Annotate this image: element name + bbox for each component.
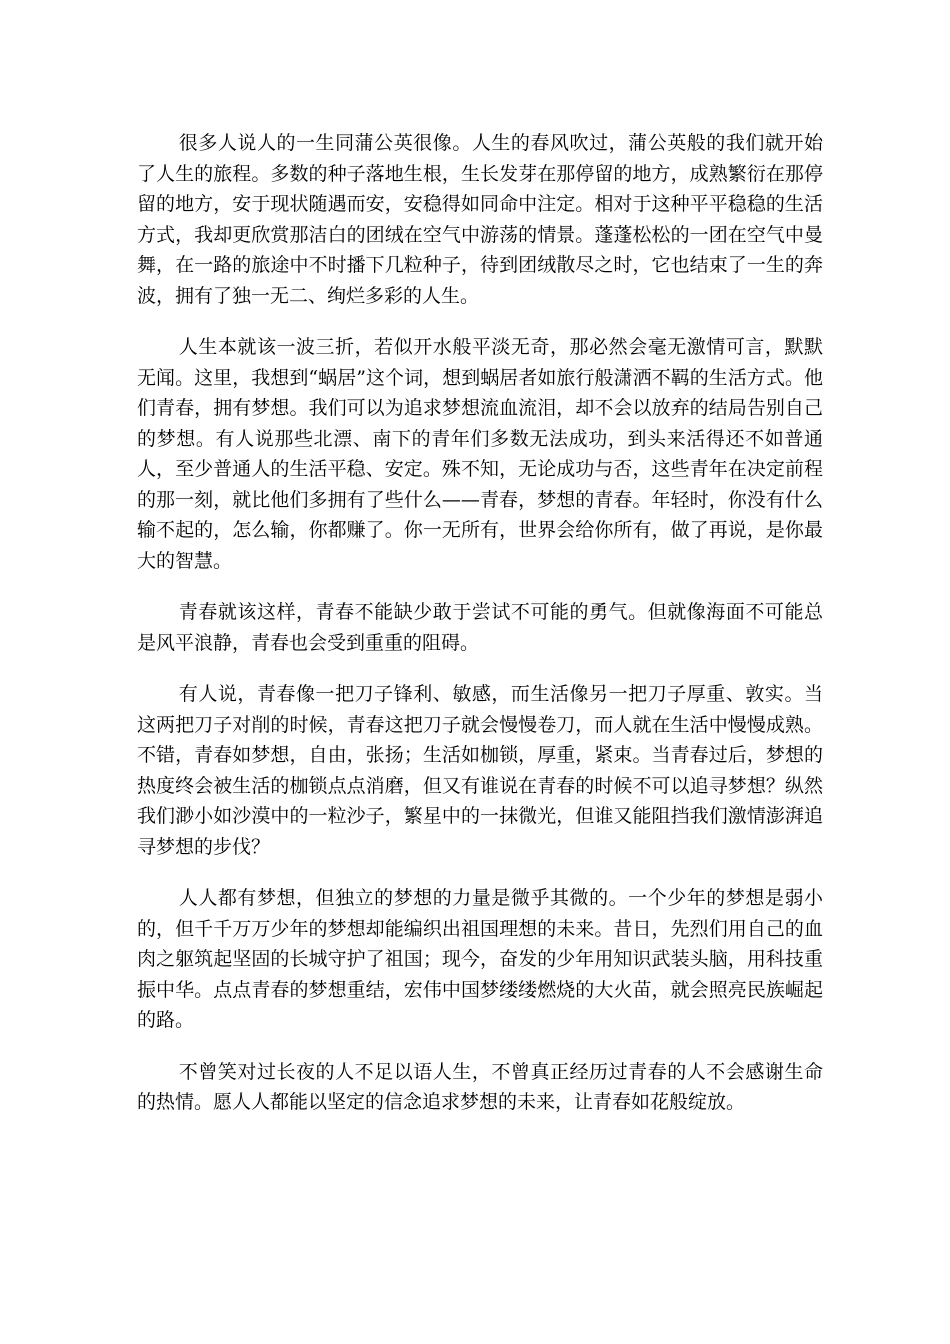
paragraph-4: 有人说，青春像一把刀子锋利、敏感，而生活像另一把刀子厚重、敦实。当这两把刀子对削的时候，青春这把刀子就会慢慢卷刀，而人就在生活中慢慢成熟。不错，青春如梦想，自由，张扬；生活如枷锁，厚重，紧束。当青春过后，梦想的热度终会被生活的枷锁点点消磨，但又有谁说在青春的时候不可以追寻梦想？纵然我们渺小如沙漠中的一粒沙子，繁星中的一抹微光，但谁又能阻挡我们激情澎湃追寻梦想的步伐？	[137, 683, 823, 858]
paragraph-5: 人人都有梦想，但独立的梦想的力量是微乎其微的。一个少年的梦想是弱小的，但千千万万少年的梦想却能编织出祖国理想的未来。昔日，先烈们用自己的血肉之躯筑起坚固的长城守护了祖国；现今，奋发的少年用知识武装头脑，用科技重振中华。点点青春的梦想重结，宏伟中国梦缕缕燃烧的大火苗，就会照亮民族崛起的路。	[137, 887, 823, 1031]
paragraph-2: 人生本就该一波三折，若似开水般平淡无奇，那必然会毫无激情可言，默默无闻。这里，我想到“蜗居”这个词，想到蜗居者如旅行般潇洒不羁的生活方式。他们青春，拥有梦想。我们可以为追求梦想流血流泪，却不会以放弃的结局告别自己的梦想。有人说那些北漂、南下的青年们多数无法成功，到头来活得还不如普通人，至少普通人的生活平稳、安定。殊不知，无论成功与否，这些青年在决定前程的那一刻，就比他们多拥有了些什么——青春，梦想的青春。年轻时，你没有什么输不起的，怎么输，你都赚了。你一无所有，世界会给你所有，做了再说，是你最 大的智慧。	[137, 336, 823, 572]
paragraph-1: 很多人说人的一生同蒲公英很像。人生的春风吹过，蒲公英般的我们就开始了人生的旅程。多数的种子落地生根，生长发芽在那停留的地方，成熟繁衍在那停留的地方，安于现状随遇而安，安稳得如同命中注定。相对于这种平平稳稳的生活方式，我却更欣赏那洁白的团绒在空气中游荡的情景。蓬蓬松松的一团在空气中曼舞，在一路的旅途中不时播下几粒种子，待到团绒散尽之时，它也结束了一生的奔波，拥有了独一无二、绚烂多彩的人生。	[137, 132, 823, 307]
essay-body	[137, 128, 823, 1139]
paragraph-3: 青春就该这样，青春不能缺少敢于尝试不可能的勇气。但就像海面不可能总是风平浪静，青春也会受到重重的阻碍。	[137, 601, 823, 654]
paragraph-6: 不曾笑对过长夜的人不足以语人生，不曾真正经历过青春的人不会感谢生命的热情。愿人人都能以坚定的信念追求梦想的未来，让青春如花般绽放。	[137, 1060, 823, 1113]
